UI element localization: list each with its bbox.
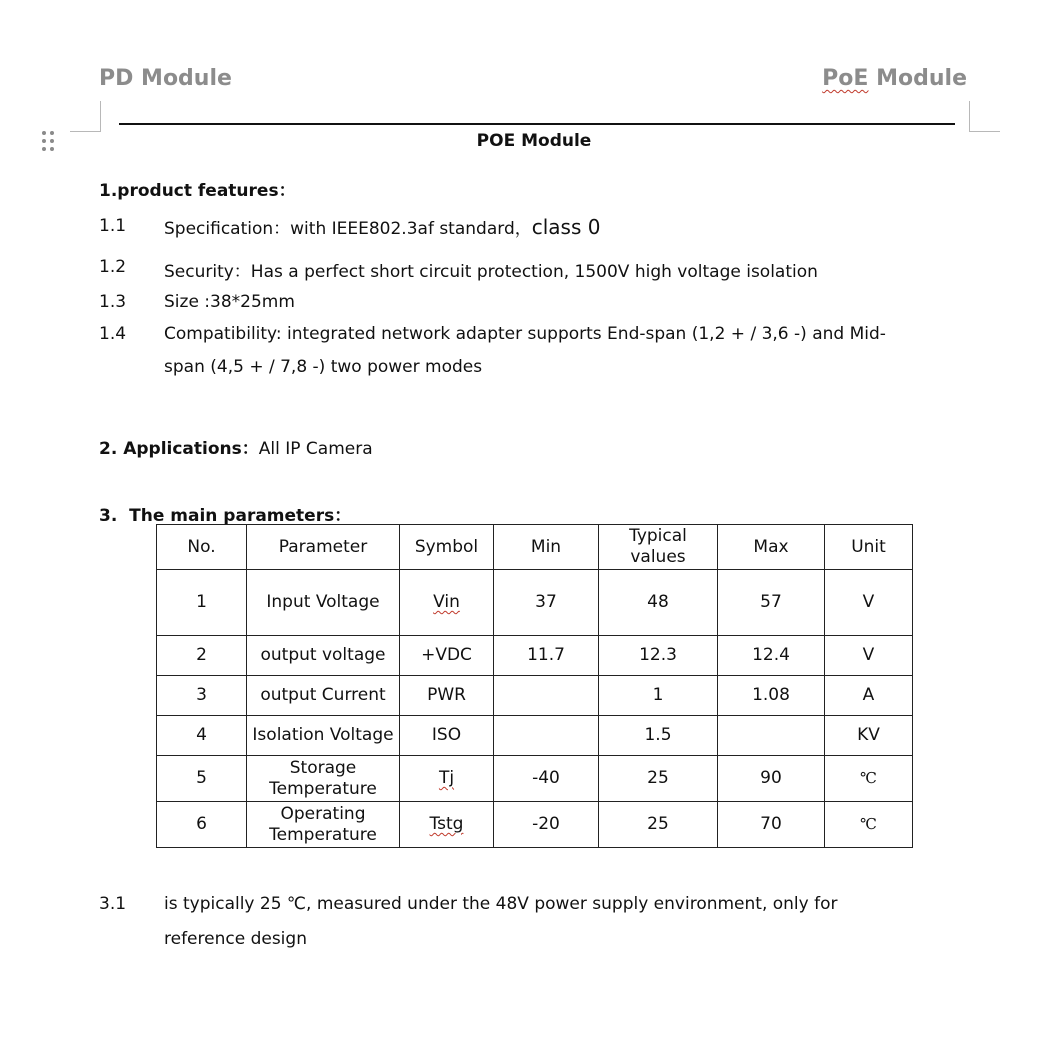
note-text-line2: reference design: [164, 929, 307, 949]
table-cell: 1.5: [599, 716, 718, 756]
table-row: [157, 676, 913, 716]
table-cell: [494, 716, 599, 756]
feature-text-line2: span (4,5 + / 7,8 -) two power modes: [164, 357, 483, 377]
table-row: [157, 716, 913, 756]
feature-text: Security：Has a perfect short circuit protection, 1500V high voltage isolation: [164, 262, 818, 282]
table-cell: 12.4: [718, 636, 825, 676]
table-cell: A: [825, 676, 913, 716]
table-cell: Isolation Voltage: [247, 716, 400, 756]
table-cell: 6: [157, 802, 247, 848]
table-cell: [718, 716, 825, 756]
document-title: POE Module: [476, 131, 592, 151]
feature-text: Size :38*25mm: [164, 292, 295, 312]
note-number: 3.1: [99, 894, 127, 914]
table-cell: Operating Temperature: [247, 802, 400, 848]
header-right-prefix: PoE: [822, 66, 869, 91]
header-right-suffix: Module: [868, 66, 967, 91]
table-cell: -40: [494, 756, 599, 802]
feature-number: 1.4: [99, 324, 127, 344]
symbol-text: Tstg: [429, 814, 464, 834]
table-row: [157, 570, 913, 636]
column-header: Parameter: [247, 525, 400, 570]
table-row: [157, 756, 913, 802]
feature-text: [164, 214, 600, 239]
column-header: Symbol: [400, 525, 494, 570]
table-cell: Input Voltage: [247, 570, 400, 636]
table-cell: [400, 756, 494, 802]
table-cell: [494, 676, 599, 716]
symbol-text: Vin: [433, 592, 460, 612]
feature-text-part: Specification：with IEEE802.3af standard，: [164, 219, 532, 239]
table-cell: 1: [599, 676, 718, 716]
table-cell: PWR: [400, 676, 494, 716]
table-cell: 2: [157, 636, 247, 676]
applications-line: [99, 434, 373, 459]
table-cell: 12.3: [599, 636, 718, 676]
table-cell: 25: [599, 756, 718, 802]
table-cell: 90: [718, 756, 825, 802]
table-cell: V: [825, 636, 913, 676]
table-cell: KV: [825, 716, 913, 756]
table-cell: 11.7: [494, 636, 599, 676]
table-cell: ISO: [400, 716, 494, 756]
header-right-title: [822, 66, 967, 91]
applications-heading: 2. Applications：: [99, 439, 259, 459]
table-row: [157, 636, 913, 676]
column-header: Unit: [825, 525, 913, 570]
feature-number: 1.1: [99, 216, 127, 236]
table-cell: 57: [718, 570, 825, 636]
table-cell: ℃: [825, 756, 913, 802]
features-heading: 1.product features：: [99, 181, 296, 201]
table-cell: 1: [157, 570, 247, 636]
column-header: Max: [718, 525, 825, 570]
parameters-table: [156, 524, 913, 848]
header-left-title: PD Module: [99, 66, 232, 91]
symbol-text: Tj: [438, 768, 455, 788]
table-row: [157, 802, 913, 848]
column-header: Typical values: [599, 525, 718, 570]
feature-number: 1.2: [99, 257, 127, 277]
parameters-heading: 3. The main parameters：: [99, 506, 352, 526]
table-cell: [400, 802, 494, 848]
table-cell: +VDC: [400, 636, 494, 676]
table-cell: 5: [157, 756, 247, 802]
table-cell: output voltage: [247, 636, 400, 676]
table-cell: V: [825, 570, 913, 636]
table-cell: 1.08: [718, 676, 825, 716]
column-header: Min: [494, 525, 599, 570]
table-cell: -20: [494, 802, 599, 848]
margin-corner-right: [969, 101, 1000, 132]
table-cell: [400, 570, 494, 636]
table-cell: 25: [599, 802, 718, 848]
feature-text-line1: Compatibility: integrated network adapter supports End-span (1,2 + / 3,6 -) and Mid-: [164, 324, 886, 344]
header-rule: [119, 123, 955, 125]
table-cell: 48: [599, 570, 718, 636]
table-cell: 37: [494, 570, 599, 636]
note-text-line1: is typically 25 ℃, measured under the 48V power supply environment, only for: [164, 894, 838, 914]
table-cell: output Current: [247, 676, 400, 716]
table-cell: ℃: [825, 802, 913, 848]
margin-corner-left: [70, 101, 101, 132]
column-header: No.: [157, 525, 247, 570]
table-header-row: [157, 525, 913, 570]
table-cell: 4: [157, 716, 247, 756]
table-cell: 3: [157, 676, 247, 716]
applications-value: All IP Camera: [258, 439, 373, 459]
feature-number: 1.3: [99, 292, 127, 312]
table-cell: 70: [718, 802, 825, 848]
feature-text-class: class 0: [531, 215, 601, 239]
table-cell: Storage Temperature: [247, 756, 400, 802]
